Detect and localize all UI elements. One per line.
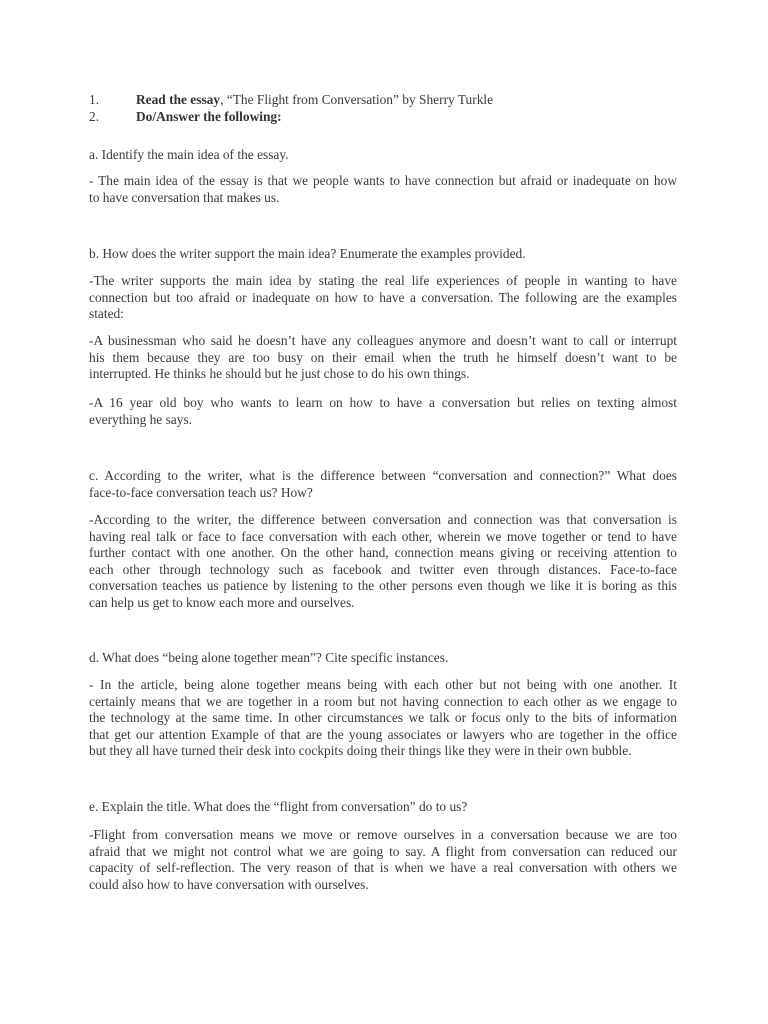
instruction-text [136, 109, 282, 126]
answer-line: -Flight from conversation means we move or remove ourselves in a conversation because we are too [89, 827, 677, 842]
example-2 [89, 395, 677, 428]
question-d-prompt: d. What does “being alone together mean”? Cite specific instances. [89, 650, 449, 665]
list-marker: 2. [89, 109, 100, 124]
answer-line: afraid that we might not control what we are going to say. A flight from conversation can reduced our [89, 843, 677, 859]
question-b-answer [89, 273, 677, 323]
prompt-line: c. According to the writer, what is the difference between “conversation and connection?” What does [89, 468, 677, 483]
answer-line: further contact with one another. On the other hand, connection means giving or receiving attention to [89, 545, 677, 561]
answer-line: can help us get to know each more and ourselves. [89, 594, 355, 610]
answer-line: -The writer supports the main idea by stating the real life experiences of people in wanting to have [89, 273, 677, 288]
example-line: interrupted. He thinks he should but he just chose to do his own things. [89, 366, 470, 382]
prompt-line: face-to-face conversation teach us? How? [89, 484, 313, 500]
instructions-list [89, 92, 677, 126]
question-d-answer [89, 677, 677, 760]
example-line: -A businessman who said he doesn’t have any colleagues anymore and doesn’t want to call or interrupt [89, 333, 677, 348]
answer-line: connection but too afraid or inadequate on how to have a conversation. The following are the examples [89, 289, 677, 305]
answer-line: to have conversation that makes us. [89, 189, 280, 205]
answer-line: - The main idea of the essay is that we people wants to have connection but afraid or inadequate on how [89, 173, 677, 188]
question-c-prompt [89, 468, 677, 501]
answer-line: - In the article, being alone together means being with each other but not being with one another. It [89, 677, 677, 692]
instruction-text [136, 92, 493, 109]
answer-line: each other through technology such as facebook and twitter even through distances. Face-to-face [89, 561, 677, 577]
answer-line: could also how to have conversation with ourselves. [89, 876, 369, 892]
example-1 [89, 333, 677, 383]
answer-line: stated: [89, 306, 124, 322]
example-line: everything he says. [89, 411, 193, 427]
question-e-answer [89, 827, 677, 893]
question-b-prompt: b. How does the writer support the main idea? Enumerate the examples provided. [89, 246, 526, 261]
answer-line: that get our attention Example of that are the young associates or lawyers who are together in the office [89, 726, 677, 742]
answer-line: capacity of self-reflection. The very reason of that is when we have a real conversation with others we [89, 860, 677, 876]
instruction-item [89, 109, 677, 126]
question-a-prompt: a. Identify the main idea of the essay. [89, 147, 289, 162]
answer-line: certainly means that we are together in a room but not having connection to each other as we engage to [89, 693, 677, 709]
question-c-answer [89, 512, 677, 612]
answer-line: having real talk or face to face conversation with each other, wherein we move together or tend to have [89, 528, 677, 544]
answer-line: -According to the writer, the difference between conversation and connection was that conversation is [89, 512, 677, 527]
question-a-answer [89, 173, 677, 206]
question-e-prompt: e. Explain the title. What does the “flight from conversation” do to us? [89, 799, 468, 814]
answer-line: conversation teaches us patience by listening to the other persons even though we like it is boring as this [89, 578, 677, 594]
instruction-rest: , “The Flight from Conversation” by Sherry Turkle [220, 92, 494, 107]
list-marker: 1. [89, 92, 100, 107]
document-page [89, 92, 677, 892]
instruction-bold: Do/Answer the following: [136, 109, 282, 124]
example-line: his them because they are too busy on their email when the truth he himself doesn’t want to be [89, 349, 677, 365]
answer-line: the technology at the same time. In other circumstances we talk or focus only to the bits of information [89, 710, 677, 726]
answer-line: but they all have turned their desk into cockpits doing their things like they were in their own bubble. [89, 743, 632, 759]
instruction-item [89, 92, 677, 109]
instruction-bold: Read the essay [136, 92, 221, 107]
example-line: -A 16 year old boy who wants to learn on how to have a conversation but relies on texting almost [89, 395, 677, 410]
